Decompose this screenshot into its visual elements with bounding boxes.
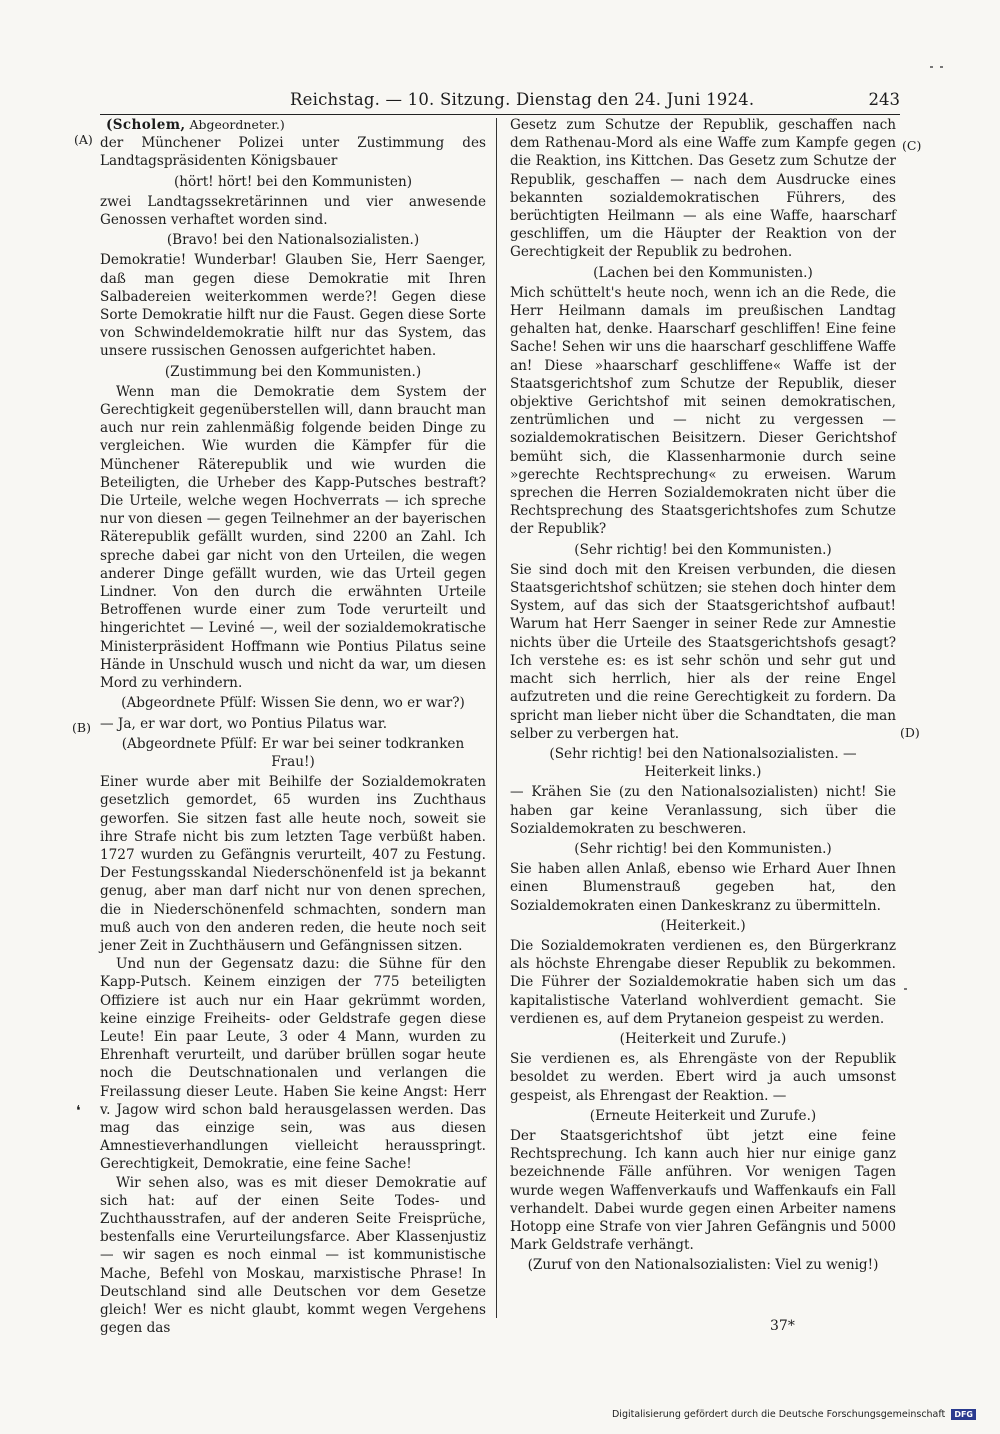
interjection: (Zustimmung bei den Kommunisten.) <box>164 363 422 380</box>
running-header <box>100 90 900 115</box>
paragraph: — Krähen Sie (zu den Nationalsozialisten) nicht! Sie haben gar keine Veranlassung, sich über die Sozialdemokraten zu beschweren. <box>510 784 896 837</box>
left-column <box>100 116 486 1337</box>
paragraph: Sie sind doch mit den Kreisen verbunden, die diesen Staatsgerichtshof schützen; sie stehen doch hinter dem System, auf das sich der Staatsgerichtshof aufbaut! Warum hat Herr Saenger in seiner Rede zur Amnestie nichts über die Urteile des Staatsgerichtshofs gesagt? Ich verstehe es: es ist sehr schön und sehr gut und macht sich herrlich, hier als der reine Engel aufzutreten und die reine Gerechtigkeit zu fordern. Da spricht man lieber nicht über die Schandtaten, die man selber zu verbergen hat. <box>510 561 896 742</box>
paragraph: Die Sozialdemokraten verdienen es, den Bürgerkranz als höchste Ehrengabe dieser Republik zu bekommen. Die Führer der Sozialdemokratie haben sich um das kapitalistische Vaterland wohlverdient gemacht. Sie verdienen es, auf dem Prytaneion gespeist zu werden. <box>510 937 896 1027</box>
paragraph: Gesetz zum Schutze der Republik, geschaffen nach dem Rathenau-Mord als eine Waffe zum Kampfe gegen die Reaktion, ins Kittchen. Das Gesetz zum Schutze der Republik, geschaffen — nach dem Ausdrucke eines bekannten sozialdemokratischen Führers, des berüchtigten Heilmann — als eine Waffe, haarscharf geschliffen, um die Häupter der Reaktion von der Gerechtigkeit der Republik zu bedrohen. <box>510 117 896 261</box>
paragraph: Sie verdienen es, als Ehrengäste von der Republik besoldet zu werden. Ebert wird ja auch umsonst gespeist, als Ehrengast der Reaktion. — <box>510 1051 896 1104</box>
page-number: 243 <box>868 90 900 109</box>
paragraph: Und nun der Gegensatz dazu: die Sühne für den Kapp-Putsch. Keinem einzigen der 775 beteiligten Offiziere ist auch nur ein Haar gekrümmt worden, keine einzige Freiheits- oder Geldstrafe gegen diese Leute! Ein paar Leute, 3 oder 4 Mann, wurden zu Ehrenhaft verurteilt, und darüber brüllen sogar heute noch die Deutschnationalen und verlangen die Freilassung dieser Leute. Haben Sie keine Angst: Herr v. Jagow wird schon bald herausgelassen werden. Das mag das einzige sein, was aus diesen Amnestieverhandlungen vielleicht herausspringt. Gerechtigkeit, Demokratie, eine feine Sache! <box>100 956 486 1173</box>
margin-marker-c: (C) <box>902 138 922 153</box>
interjection: (hört! hört! bei den Kommunisten) <box>173 173 413 190</box>
scan-speck <box>930 66 933 68</box>
paragraph: Einer wurde aber mit Beihilfe der Sozialdemokraten gesetzlich gemordet, 65 wurden ins Zuchthaus geworfen. Sie sitzen fast alle heute noch, soweit sie ihre Strafe nicht bis zum letzten Tage verbüßt haben. 1727 wurden zu Gefängnis verurteilt, 407 zu Festung. Der Festungsskandal Niederschönenfeld ist ja bekannt genug, aber man darf nicht nur von denen sprechen, die in Niederschönenfeld schmachten, sondern man muß auch von den anderen reden, die heute noch seit jener Zeit in Zuchthäusern und Gefängnissen sitzen. <box>100 774 486 954</box>
dfg-logo: DFG <box>951 1409 976 1420</box>
speaker-line <box>106 116 486 134</box>
paragraph: der Münchener Polizei unter Zustimmung des Landtagspräsidenten Königsbauer <box>100 135 486 170</box>
page-title: Reichstag. — 10. Sitzung. Dienstag den 24. Juni 1924. <box>290 90 755 109</box>
speaker-role: Abgeordneter.) <box>189 117 285 132</box>
paragraph: Mich schüttelt's heute noch, wenn ich an die Rede, die Herr Heilmann damals im preußischen Landtag gehalten hat, denke. Haarscharf geschliffen! Eine feine Sache! Sehen wir uns die haarscharf geschliffene Waffe an! Diese »haarscharf geschliffene« Waffe ist der Staatsgerichtshof zum Schutze der Republik, dieser objektive Gerichtshof mit seinen demokratischen, zentrümlichen und — nicht zu vergessen — sozialdemokratischen Beisitzern. Dieser Gerichtshof bemüht sich, die Klassenharmonie durch seine »gerechte Rechtsprechung« zu erweisen. Warum sprechen die Herren Sozialdemokraten nicht über die Rechtsprechung des Staatsgerichtshofes zum Schutze der Republik? <box>510 284 896 538</box>
paragraph: Sie haben allen Anlaß, ebenso wie Erhard Auer Ihnen einen Blumenstrauß gegeben hat, den Sozialdemokraten einen Dankeskranz zu übermitteln. <box>510 861 896 914</box>
paragraph: Wenn man die Demokratie dem System der Gerechtigkeit gegenüberstellen will, dann braucht man auch nur rein zahlenmäßig folgende beiden Dinge zu vergleichen. Wie wurden die Kämpfer für die Münchener Räterepublik und wie wurden die Beteiligten, die Urheber des Kapp-Putsches bestraft? Die Urteile, welche wegen Hochverrats — ich spreche nur von diesen — gegen Teilnehmer an der bayerischen Räterepublik gefällt wurden, sind 2200 an Zahl. Ich spreche dabei gar nicht von den Urteilen, die wegen anderer Dinge gefällt wurden, wie das Urteil gegen Lindner. Von den durch die erwähnten Urteile Betroffenen wurde einer zum Tode verurteilt und hingerichtet — Leviné —, weil der sozialdemokratische Ministerpräsident Hoffmann wie Pontius Pilatus seine Hände in Unschuld wusch und nicht da war, um diesen Mord zu verhindern. <box>100 383 486 692</box>
interjection: (Bravo! bei den Nationalsozialisten.) <box>166 232 420 249</box>
left-column-body <box>100 134 486 1337</box>
footer <box>612 1409 976 1420</box>
paragraph: zwei Landtagssekretärinnen und vier anwesende Genossen verhaftet worden sind. <box>100 193 486 229</box>
column-divider <box>496 118 497 1318</box>
paragraph: Wir sehen also, was es mit dieser Demokratie auf sich hat: auf der einen Seite Todes- und Zuchthausstrafen, auf der anderen Seite Freisprüche, bestenfalls eine Verurteilungsfarce. Aber Klassenjustiz — wir sagen es noch einmal — ist kommunistische Mache, Befehl von Moskau, marxistische Phrase! In Deutschland sind alle Deutschen vor dem Gesetze gleich! Wer es nicht glaubt, kommt wegen Vergehens gegen das <box>100 1174 486 1337</box>
paragraph: — Ja, er war dort, wo Pontius Pilatus war. <box>100 715 388 732</box>
margin-marker-d: (D) <box>900 725 920 740</box>
footer-text: Digitalisierung gefördert durch die Deutsche Forschungsgemeinschaft <box>611 1409 946 1420</box>
interjection: (Abgeordnete Pfülf: Wissen Sie denn, wo er war?) <box>121 695 465 712</box>
interjection: (Heiterkeit und Zurufe.) <box>619 1030 787 1047</box>
scan-speck <box>940 66 943 68</box>
sheet-signature: 37* <box>770 1318 795 1334</box>
margin-mark-icon: ❛ <box>76 1103 81 1119</box>
interjection: (Erneute Heiterkeit und Zurufe.) <box>589 1107 817 1124</box>
paragraph: Demokratie! Wunderbar! Glauben Sie, Herr Saenger, daß man gegen diese Demokratie mit Ihren Salbadereien weiterkommen werde?! Gegen diese Sorte Demokratie hilft nur die Faust. Gegen diese Sorte von Schwindeldemokratie hilft nur das System, das unsere russischen Genossen aufgerichtet haben. <box>100 252 486 360</box>
interjection: (Lachen bei den Kommunisten.) <box>593 264 813 281</box>
interjection: (Sehr richtig! bei den Nationalsozialisten. — Heiterkeit links.) <box>549 745 857 781</box>
margin-marker-b: (B) <box>72 720 91 735</box>
interjection: (Zuruf von den Nationalsozialisten: Viel zu wenig!) <box>527 1257 879 1274</box>
margin-marker-a: (A) <box>74 132 93 147</box>
interjection: (Heiterkeit.) <box>660 917 746 934</box>
interjection: (Sehr richtig! bei den Kommunisten.) <box>574 840 832 857</box>
right-column-body <box>510 116 896 1275</box>
interjection: (Abgeordnete Pfülf: Er war bei seiner todkranken Frau!) <box>121 735 465 770</box>
right-column <box>510 116 896 1277</box>
speaker-name: (Scholem, <box>106 117 186 133</box>
paragraph: Der Staatsgerichtshof übt jetzt eine feine Rechtsprechung. Ich kann auch hier nur einige ganz bezeichnende Fälle anführen. Vor wenigen Tagen wurde wegen Waffenverkaufs und Waffenkaufs ein Fall verhandelt. Dabei wurde gegen einen Arbeiter namens Hotopp eine Strafe von vier Jahren Gefängnis und 5000 Mark Geldstrafe verhängt. <box>510 1127 896 1254</box>
interjection: (Sehr richtig! bei den Kommunisten.) <box>574 541 832 558</box>
scan-speck <box>904 988 907 990</box>
